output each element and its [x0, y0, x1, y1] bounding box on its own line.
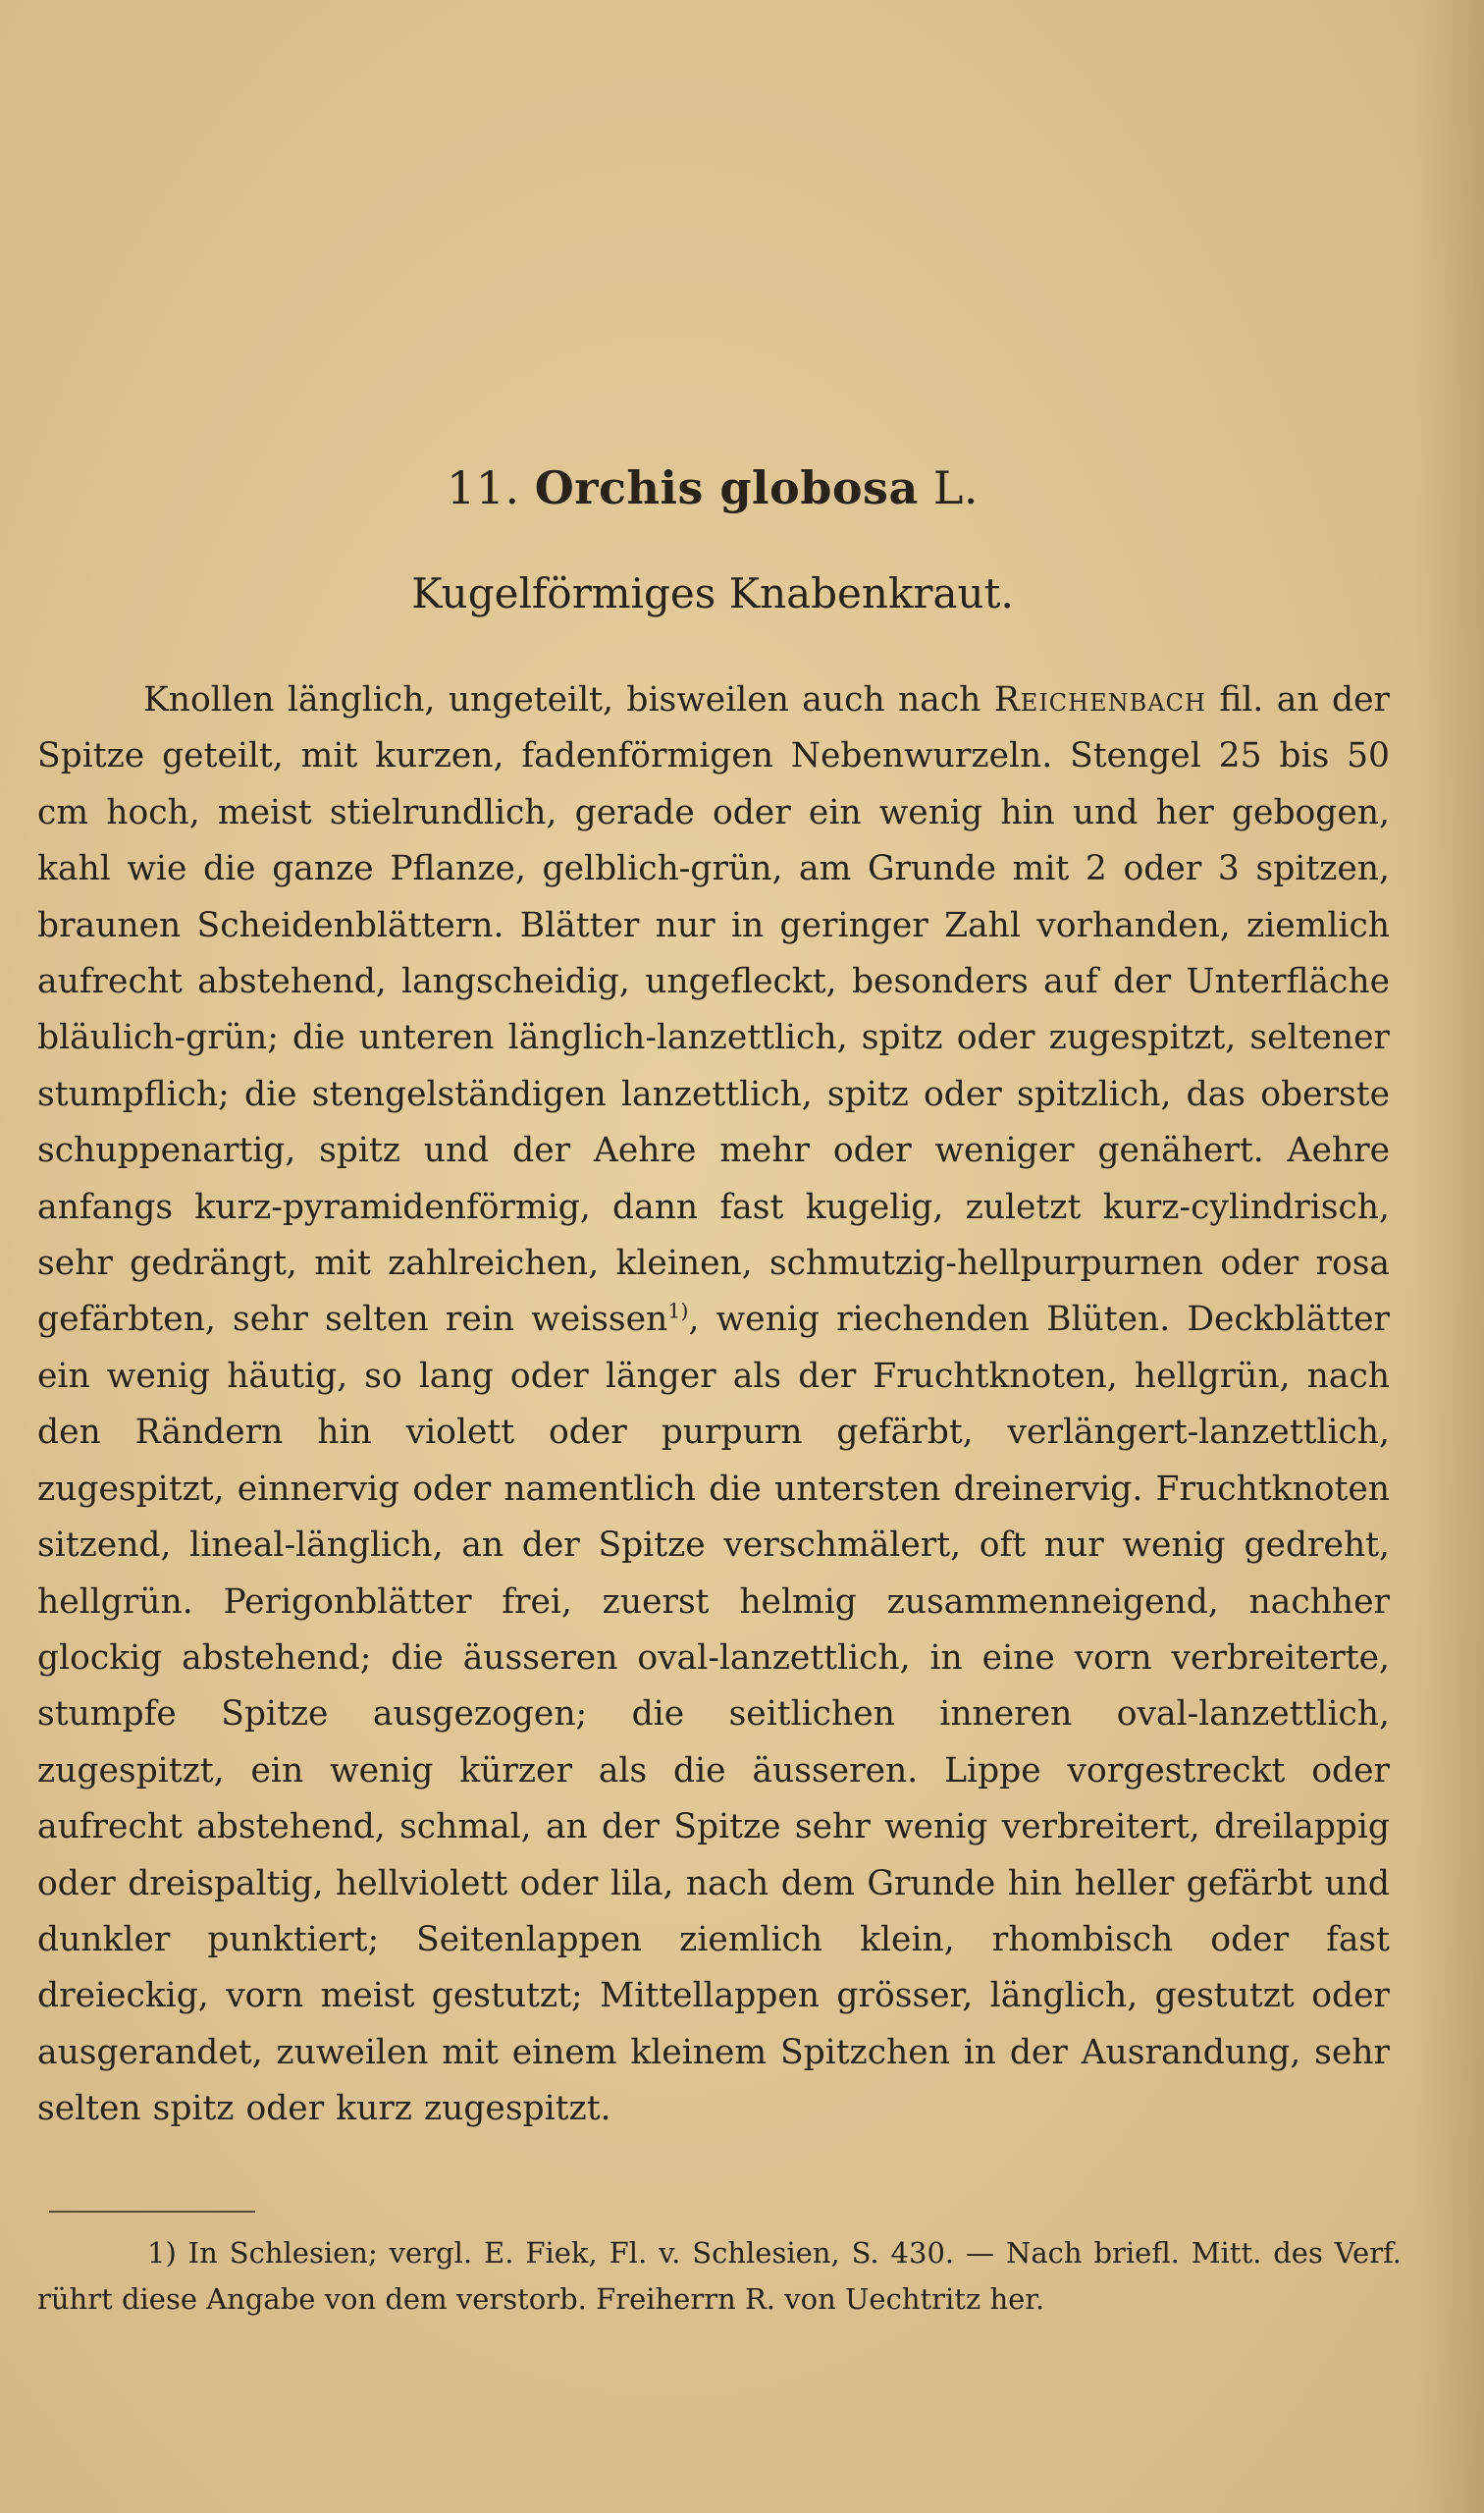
footnote	[37, 2230, 1402, 2323]
footnote-reference[interactable]: 1)	[667, 1299, 689, 1323]
description-text-3: , wenig riechenden Blüten. Deckblätter ein wenig häutig, so lang oder länger als der Fruchtknoten, hellgrün, nach den Rändern hin violett oder purpurn gefärbt, verlängert-lanzettlich, zugespitzt, einnervig oder namentlich die untersten dreinervig. Fruchtknoten sitzend, lineal-länglich, an der Spitze verschmälert, oft nur wenig gedreht, hellgrün. Perigonblätter frei, zuerst helmig zusammenneigend, nachher glockig abstehend; die äusseren oval-lanzettlich, in eine vorn verbreiterte, stumpfe Spitze ausgezogen; die seitlichen inneren oval-lanzettlich, zugespitzt, ein wenig kürzer als die äusseren. Lippe vorgestreckt oder aufrecht abstehend, schmal, an der Spitze sehr wenig verbreitert, dreilappig oder dreispaltig, hellviolett oder lila, nach dem Grunde hin heller gefärbt und dunkler punktiert; Seitenlappen ziemlich klein, rhombisch oder fast dreieckig, vorn meist gestutzt; Mittellappen grösser, länglich, gestutzt oder ausgerandet, zuweilen mit einem kleinem Spitzchen in der Ausrandung, sehr selten spitz oder kurz zugespitzt.	[37, 1300, 1390, 2129]
footnote-marker: 1)	[147, 2236, 177, 2270]
author-name: Reichenbach	[993, 680, 1206, 720]
species-number: 11.	[446, 461, 520, 514]
species-authority: L.	[932, 461, 980, 514]
species-heading	[0, 461, 1425, 514]
common-name: Kugelförmiges Knabenkraut.	[411, 569, 1014, 617]
description-text-1: Knollen länglich, ungeteilt, bisweilen auch nach	[143, 680, 994, 720]
species-name: Orchis globosa	[534, 461, 919, 514]
footnote-text: In Schlesien; vergl. E. Fiek, Fl. v. Schlesien, S. 430. — Nach briefl. Mitt. des Verf. rührt diese Angabe von dem verstorb. Freiherrn R. von Uechtritz her.	[37, 2236, 1402, 2316]
description-paragraph	[37, 672, 1390, 2138]
page-edge-shadow	[1415, 0, 1484, 2513]
description-text-2: fil. an der Spitze geteilt, mit kurzen, fadenförmigen Nebenwurzeln. Stengel 25 bis 50 cm hoch, meist stielrundlich, gerade oder ein wenig hin und her gebogen, kahl wie die ganze Pflanze, gelblich-grün, am Grunde mit 2 oder 3 spitzen, braunen Scheidenblättern. Blätter nur in geringer Zahl vorhanden, ziemlich aufrecht abstehend, langscheidig, ungefleckt, besonders auf der Unterfläche bläulich-grün; die unteren länglich-lanzettlich, spitz oder zugespitzt, seltener stumpflich; die stengelständigen lanzettlich, spitz oder spitzlich, das oberste schuppenartig, spitz und der Aehre mehr oder weniger genähert. Aehre anfangs kurz-pyramidenförmig, dann fast kugelig, zuletzt kurz-cylindrisch, sehr gedrängt, mit zahlreichen, kleinen, schmutzig-hellpurpurnen oder rosa gefärbten, sehr selten rein weissen	[37, 680, 1390, 1340]
footnote-divider	[49, 2211, 255, 2213]
